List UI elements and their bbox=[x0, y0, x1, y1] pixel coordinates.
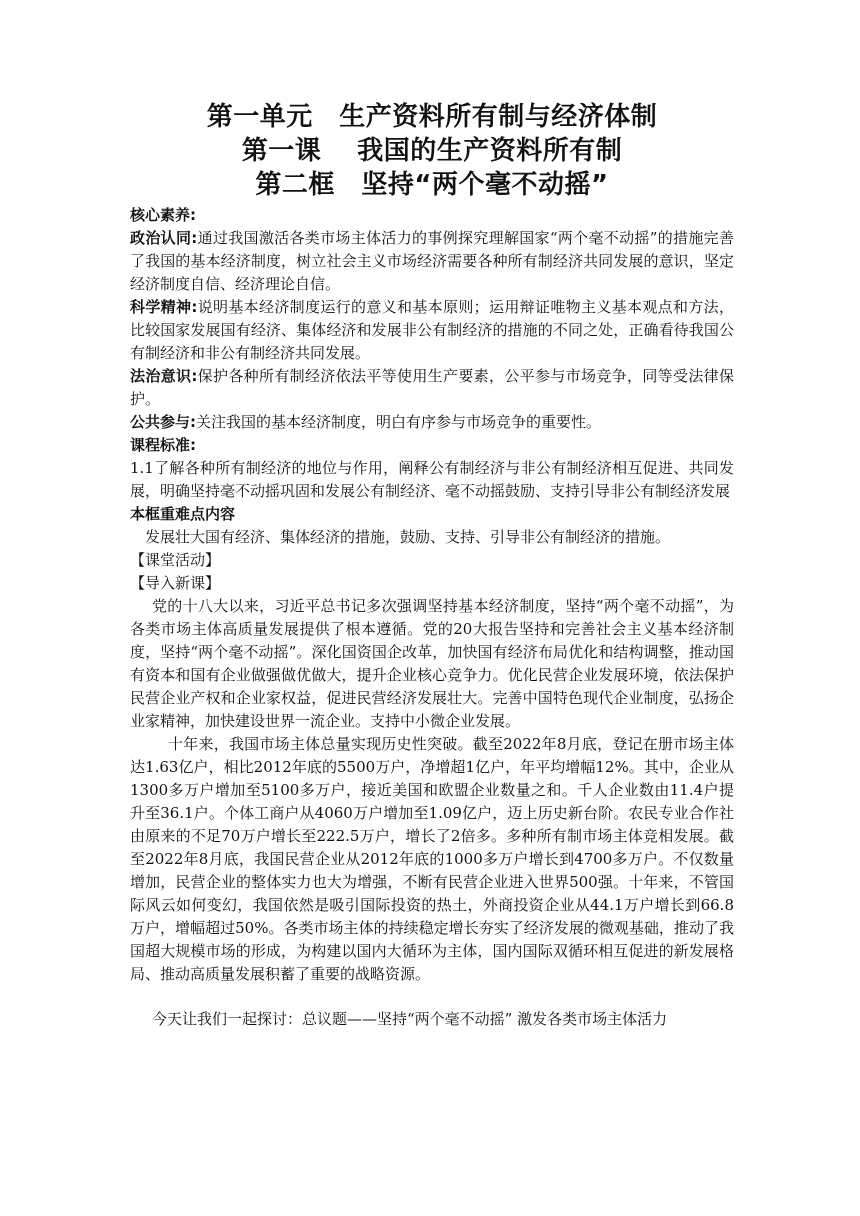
document-page bbox=[130, 100, 734, 1031]
section-title: 第二框 坚持“两个毫不动摇” bbox=[255, 170, 609, 200]
core-item-term: 法治意识: bbox=[130, 367, 198, 385]
core-item-text: 关注我国的基本经济制度，明白有序参与市场竞争的重要性。 bbox=[196, 413, 602, 431]
core-item-science bbox=[130, 296, 734, 365]
core-item-term: 政治认同: bbox=[130, 229, 198, 247]
lesson-intro-label: 【导入新课】 bbox=[130, 574, 221, 592]
key-points-heading: 本框重难点内容 bbox=[130, 505, 236, 523]
core-item-text: 通过我国激活各类市场主体活力的事例探究理解国家“两个毫不动摇”的措施完善了我国的基本经济制度，树立社会主义市场经济需要各种所有制经济共同发展的意识，坚定经济制度自信、经济理论自信。 bbox=[130, 229, 734, 293]
curriculum-standard-text: 1.1了解各种所有制经济的地位与作用，阐释公有制经济与非公有制经济相互促进、共同发展，明确坚持毫不动摇巩固和发展公有制经济、毫不动摇鼓励、支持引导非公有制经济发展 bbox=[130, 459, 734, 500]
curriculum-standard-heading: 课程标准: bbox=[130, 436, 196, 454]
closing-paragraph: 今天让我们一起探讨：总议题——坚持“两个毫不动摇” 激发各类市场主体活力 bbox=[152, 1010, 668, 1028]
core-item-participation bbox=[130, 411, 734, 434]
intro-paragraph-2: 十年来，我国市场主体总量实现历史性突破。截至2022年8月底，登记在册市场主体达1.63亿户，相比2012年底的5500万户，净增超1亿户，年平均增幅12%。其中，企业从1300多万户增加至5100多万户，接近美国和欧盟企业数量之和。千人企业数由11.4户提升至36.1户。个体工商户从4060万户增加至1.09亿户，迈上历史新台阶。农民专业合作社由原来的不足70万户增长至222.5万户，增长了2倍多。多种所有制市场主体竞相发展。截至2022年8月底，我国民营企业从2012年底的1000多万户增长到4700多万户。不仅数量增加，民营企业的整体实力也大为增强，不断有民营企业进入世界500强。十年来，不管国际风云如何变幻，我国依然是吸引国际投资的热土，外商投资企业从44.1万户增长到66.8万户，增幅超过50%。各类市场主体的持续稳定增长夯实了经济发展的微观基础，推动了我国超大规模市场的形成，为构建以国内大循环为主体，国内国际双循环相互促进的新发展格局、推动高质量发展积蓄了重要的战略资源。 bbox=[130, 735, 734, 983]
intro-paragraph-1: 党的十八大以来，习近平总书记多次强调坚持基本经济制度，坚持“两个毫不动摇”，为各类市场主体高质量发展提供了根本遵循。党的20大报告坚持和完善社会主义基本经济制度，坚持“两个毫不动摇”。深化国资国企改革，加快国有经济布局优化和结构调整，推动国有资本和国有企业做强做优做大，提升企业核心竞争力。优化民营企业发展环境，依法保护民营企业产权和企业家权益，促进民营经济发展壮大。完善中国特色现代企业制度，弘扬企业家精神，加快建设世界一流企业。支持中小微企业发展。 bbox=[130, 597, 734, 730]
core-item-text: 保护各种所有制经济依法平等使用生产要素，公平参与市场竞争，同等受法律保护。 bbox=[130, 367, 735, 408]
class-activity-label: 【课堂活动】 bbox=[130, 551, 221, 569]
core-item-term: 科学精神: bbox=[130, 298, 198, 316]
core-item-political bbox=[130, 227, 734, 296]
paragraph-spacer bbox=[130, 986, 734, 1008]
core-item-text: 说明基本经济制度运行的意义和基本原则；运用辩证唯物主义基本观点和方法，比较国家发展国有经济、集体经济和发展非公有制经济的措施的不同之处，正确看待我国公有制经济和非公有制经济共同发展。 bbox=[130, 298, 735, 362]
core-item-law bbox=[130, 365, 734, 411]
key-points-text: 发展壮大国有经济、集体经济的措施，鼓励、支持、引导非公有制经济的措施。 bbox=[145, 528, 671, 546]
core-literacy-heading: 核心素养: bbox=[130, 206, 196, 224]
title-block bbox=[130, 100, 734, 202]
document-body bbox=[130, 204, 734, 1031]
unit-title: 第一单元 生产资料所有制与经济体制 bbox=[206, 102, 658, 132]
core-item-term: 公共参与: bbox=[130, 413, 196, 431]
lesson-title: 第一课 我国的生产资料所有制 bbox=[241, 136, 623, 166]
